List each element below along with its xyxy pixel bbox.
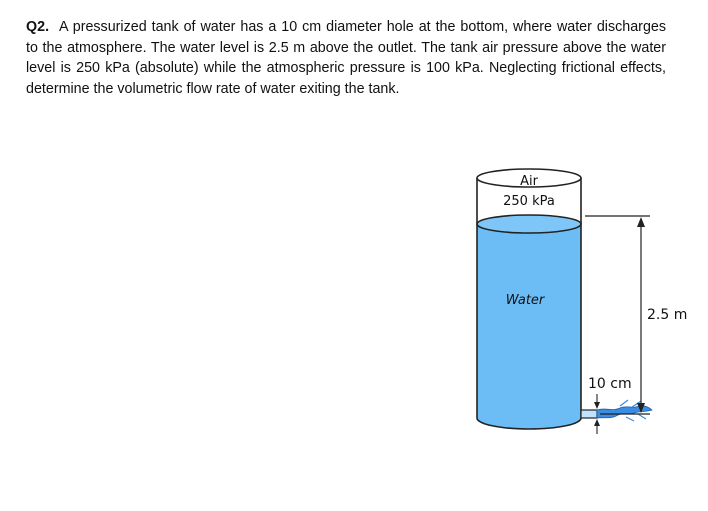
height-arrow-top [637, 217, 645, 227]
water-body [477, 224, 581, 429]
air-label: Air [520, 174, 538, 189]
water-label: Water [505, 293, 545, 308]
outlet-pipe [581, 410, 597, 418]
air-pressure-label: 250 kPa [503, 194, 555, 209]
hole-arrow-bottom-head [594, 419, 600, 426]
height-label: 2.5 m [647, 307, 688, 323]
question-body: A pressurized tank of water has a 10 cm diameter hole at the bottom, where water discharges to the atmosphere. The water level is 2.5 m above the outlet. The tank air pressure above the water level is 250 kPa (absolute) while the atmospheric pressure is 100 kPa. Neglecting frictional effects, determine the volumetric flow rate of water exiting the tank. [26, 19, 666, 97]
water-surface [477, 215, 581, 233]
hole-diameter-label: 10 cm [588, 376, 632, 392]
water-jet [597, 406, 652, 418]
question-number: Q2. [26, 19, 50, 35]
hole-arrow-top-head [594, 402, 600, 409]
